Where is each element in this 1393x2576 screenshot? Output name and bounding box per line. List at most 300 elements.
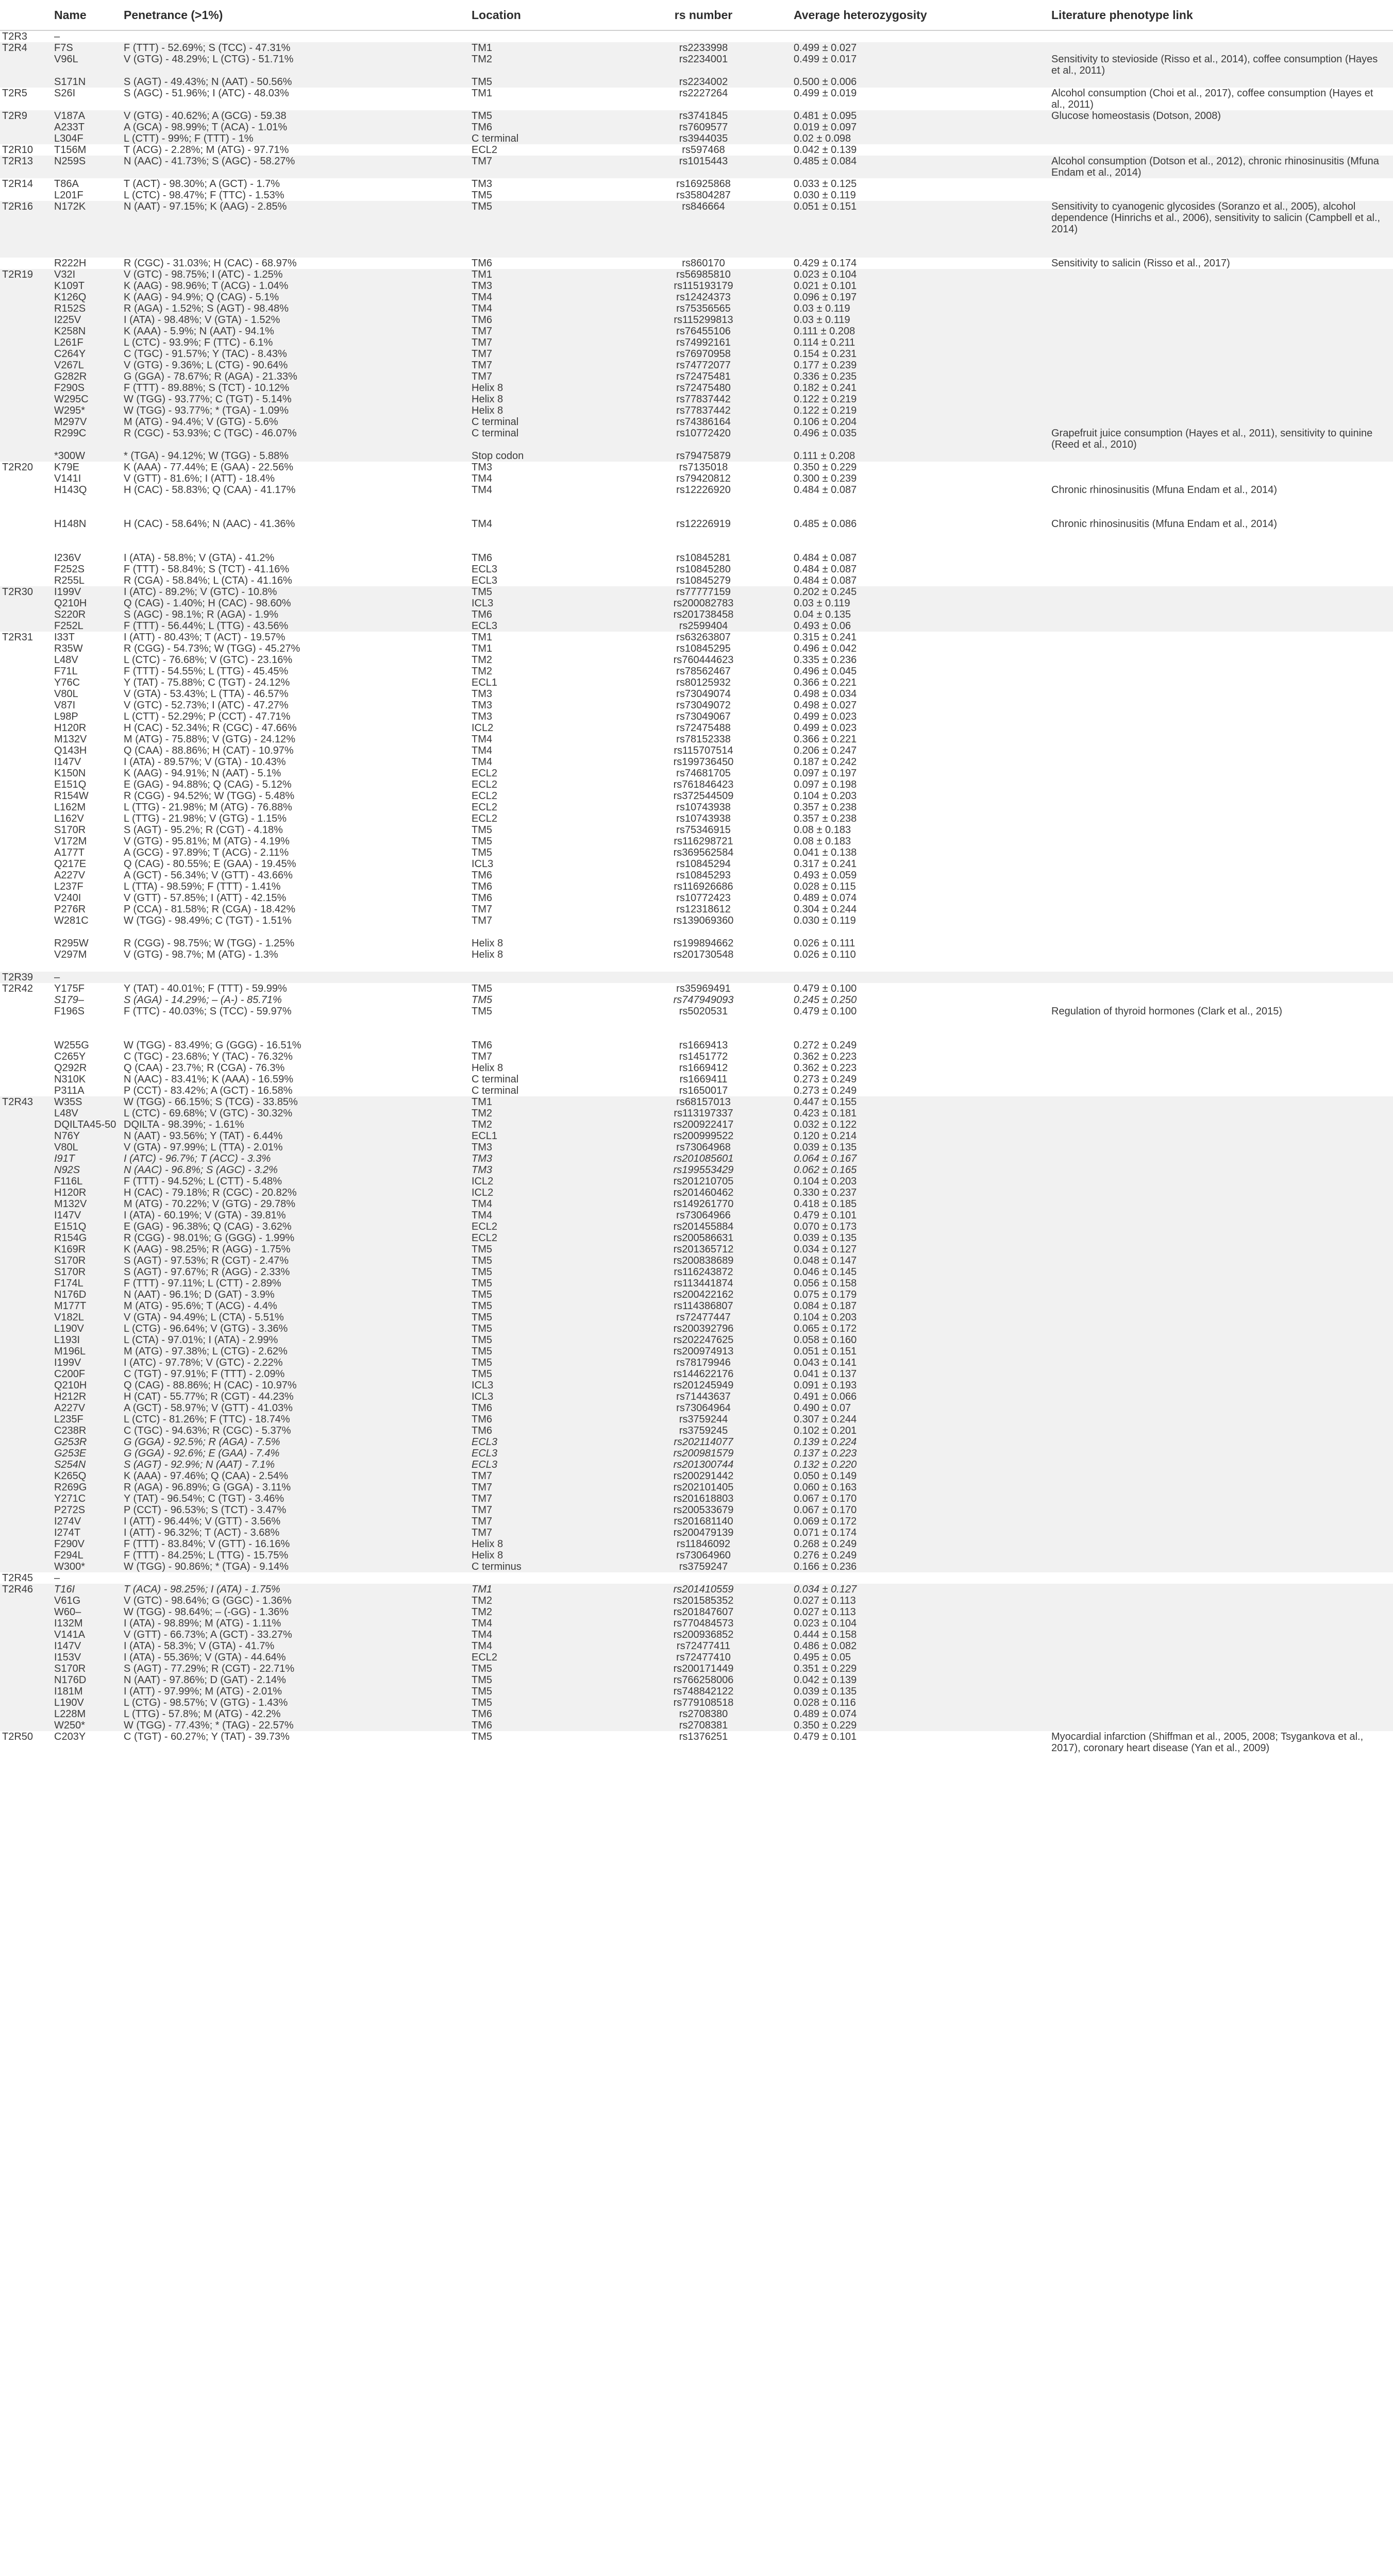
polymorphism-name: L162V	[54, 813, 84, 824]
heterozygosity: 0.067 ± 0.170	[794, 1504, 1051, 1516]
location: TM4	[472, 745, 492, 756]
penetrance: V (GTC) - 52.73%; I (ATC) - 47.27%	[124, 700, 289, 711]
table-row	[0, 1561, 1393, 1572]
receptor-group	[0, 745, 54, 756]
heterozygosity: 0.132 ± 0.220	[794, 1459, 1051, 1470]
penetrance: F (TTT) - 97.11%; L (CTT) - 2.89%	[124, 1278, 472, 1289]
rs-number: rs1015443	[613, 156, 794, 178]
location: TM5	[472, 1312, 613, 1323]
location: TM1	[472, 643, 492, 654]
heterozygosity: 0.366 ± 0.221	[794, 734, 857, 745]
receptor-group	[0, 1550, 54, 1561]
location: ECL3	[472, 1448, 613, 1459]
header-phenotype: Literature phenotype link	[1051, 0, 1393, 30]
phenotype-link	[1051, 1176, 1393, 1187]
location: ICL2	[472, 722, 494, 734]
phenotype-link	[1051, 870, 1393, 881]
heterozygosity: 0.444 ± 0.158	[794, 1629, 1051, 1640]
heterozygosity: 0.357 ± 0.238	[794, 813, 857, 824]
phenotype-link	[1051, 1074, 1393, 1085]
rs-number: rs74772077	[613, 360, 794, 371]
rs-number: rs76455106	[613, 326, 794, 337]
rs-number: rs139069360	[673, 915, 734, 926]
table-row	[0, 110, 1393, 122]
heterozygosity: 0.418 ± 0.185	[794, 1198, 1051, 1210]
heterozygosity: 0.177 ± 0.239	[794, 360, 1051, 371]
rs-number: rs199894662	[673, 938, 734, 949]
location: TM7	[472, 156, 613, 178]
phenotype-link	[1051, 382, 1393, 394]
table-row	[0, 677, 1393, 688]
location: TM5	[472, 836, 492, 847]
polymorphism-name: F196S	[54, 1006, 85, 1017]
penetrance: W (TGG) - 83.49%; G (GGG) - 16.51%	[124, 1040, 301, 1051]
heterozygosity: 0.486 ± 0.082	[794, 1640, 1051, 1652]
rs-number: rs16925868	[676, 178, 731, 190]
phenotype-link	[1051, 892, 1393, 904]
table-row	[0, 972, 1393, 983]
table-row	[0, 190, 1393, 201]
receptor-group	[0, 258, 54, 269]
phenotype-link	[1051, 1130, 1393, 1142]
polymorphism-name: Y271C	[54, 1493, 124, 1504]
polymorphism-name: V32I	[54, 269, 124, 280]
polymorphism-name: I236V	[54, 552, 81, 564]
polymorphism-name: F71L	[54, 666, 78, 677]
penetrance: S (AGC) - 51.96%; I (ATC) - 48.03%	[124, 88, 289, 99]
table-row	[0, 1357, 1393, 1368]
polymorphism-name: N176D	[54, 1289, 124, 1300]
location: TM3	[472, 1142, 613, 1153]
penetrance: T (ACG) - 2.28%; M (ATG) - 97.71%	[124, 144, 289, 156]
rs-number: rs747949093	[673, 994, 734, 1006]
penetrance: P (CCA) - 81.58%; R (CGA) - 18.42%	[124, 904, 296, 915]
polymorphism-name: E151Q	[54, 779, 87, 790]
heterozygosity: 0.336 ± 0.235	[794, 371, 1051, 382]
polymorphism-name: E151Q	[54, 1221, 124, 1232]
polymorphism-name: R154G	[54, 1232, 124, 1244]
rs-number: rs201455884	[613, 1221, 794, 1232]
receptor-group	[0, 1663, 54, 1674]
rs-number: rs76970958	[613, 348, 794, 360]
location: TM6	[472, 1425, 613, 1436]
polymorphism-name: P276R	[54, 904, 86, 915]
penetrance: I (ATA) - 55.36%; V (GTA) - 44.64%	[124, 1652, 472, 1663]
rs-number: rs202101405	[613, 1482, 794, 1493]
polymorphism-name: H143Q	[54, 484, 87, 496]
penetrance: G (GGA) - 92.5%; R (AGA) - 7.5%	[124, 1436, 472, 1448]
heterozygosity: 0.028 ± 0.116	[794, 1697, 1051, 1708]
heterozygosity: 0.362 ± 0.223	[794, 1062, 857, 1074]
penetrance: M (ATG) - 97.38%; L (CTG) - 2.62%	[124, 1346, 472, 1357]
polymorphism-name: C200F	[54, 1368, 124, 1380]
polymorphism-name: R255L	[54, 575, 85, 586]
penetrance: P (CCT) - 96.53%; S (TCT) - 3.47%	[124, 1504, 472, 1516]
location: TM2	[472, 1119, 613, 1130]
phenotype-link: Alcohol consumption (Choi et al., 2017), coffee consumption (Hayes et al., 2011)	[1051, 88, 1373, 110]
location: ECL2	[472, 813, 498, 824]
table-row	[0, 484, 1393, 518]
penetrance: T (ACT) - 98.30%; A (GCT) - 1.7%	[124, 178, 280, 190]
receptor-group: T2R3	[2, 31, 27, 42]
heterozygosity: 0.491 ± 0.066	[794, 1391, 1051, 1402]
table-row	[0, 768, 1393, 779]
heterozygosity: 0.114 ± 0.211	[794, 337, 1051, 348]
heterozygosity: 0.033 ± 0.125	[794, 178, 857, 190]
penetrance: I (ATA) - 98.48%; V (GTA) - 1.52%	[124, 314, 472, 326]
rs-number: rs35804287	[676, 190, 731, 201]
table-row	[0, 280, 1393, 292]
heterozygosity: 0.122 ± 0.219	[794, 394, 1051, 405]
penetrance: H (CAT) - 55.77%; R (CGT) - 44.23%	[124, 1391, 472, 1402]
rs-number: rs200422162	[613, 1289, 794, 1300]
heterozygosity: 0.023 ± 0.104	[794, 269, 1051, 280]
penetrance: V (GTC) - 98.64%; G (GGC) - 1.36%	[124, 1595, 472, 1606]
polymorphism-name: L237F	[54, 881, 83, 892]
penetrance: S (AGT) - 95.2%; R (CGT) - 4.18%	[124, 824, 283, 836]
heterozygosity: 0.042 ± 0.139	[794, 1674, 1051, 1686]
table-row	[0, 938, 1393, 949]
heterozygosity: 0.484 ± 0.087	[794, 564, 857, 575]
table-row	[0, 632, 1393, 643]
polymorphism-name: W35S	[54, 1096, 124, 1108]
phenotype-link	[1051, 915, 1393, 938]
receptor-group	[0, 688, 54, 700]
rs-number: rs779108518	[613, 1697, 794, 1708]
location: TM1	[472, 42, 613, 54]
rs-number: rs10845293	[676, 870, 731, 881]
rs-number: rs1669412	[679, 1062, 728, 1074]
table-row	[0, 1504, 1393, 1516]
location: ECL2	[472, 1232, 613, 1244]
receptor-group	[0, 1176, 54, 1187]
phenotype-link	[1051, 1459, 1393, 1470]
penetrance: F (TTC) - 40.03%; S (TCC) - 59.97%	[124, 1006, 292, 1017]
table-row	[0, 1062, 1393, 1074]
heterozygosity: 0.02 ± 0.098	[794, 133, 1051, 144]
penetrance: A (GCT) - 56.34%; V (GTT) - 43.66%	[124, 870, 293, 881]
penetrance: C (TGT) - 60.27%; Y (TAT) - 39.73%	[124, 1731, 290, 1742]
heterozygosity: 0.496 ± 0.035	[794, 428, 1051, 450]
location: TM6	[472, 881, 492, 892]
receptor-group	[0, 756, 54, 768]
table-row	[0, 1187, 1393, 1198]
polymorphism-name: I33T	[54, 632, 75, 643]
receptor-group	[0, 677, 54, 688]
location: TM5	[472, 824, 492, 836]
phenotype-link: Glucose homeostasis (Dotson, 2008)	[1051, 110, 1393, 122]
rs-number	[613, 972, 794, 983]
penetrance: I (ATA) - 89.57%; V (GTA) - 10.43%	[124, 756, 286, 768]
receptor-group	[0, 881, 54, 892]
polymorphism-name: I147V	[54, 756, 81, 768]
phenotype-link	[1051, 994, 1393, 1006]
polymorphism-name: –	[54, 972, 124, 983]
rs-number: rs5020531	[679, 1006, 728, 1017]
location: ECL1	[472, 677, 498, 688]
receptor-group	[0, 1595, 54, 1606]
penetrance: V (GTT) - 57.85%; I (ATT) - 42.15%	[124, 892, 287, 904]
penetrance: N (AAT) - 93.56%; Y (TAT) - 6.44%	[124, 1130, 472, 1142]
heterozygosity: 0.447 ± 0.155	[794, 1096, 1051, 1108]
polymorphism-name: –	[54, 31, 60, 42]
heterozygosity: 0.315 ± 0.241	[794, 632, 857, 643]
penetrance: S (AGC) - 98.1%; R (AGA) - 1.9%	[124, 609, 472, 620]
table-row	[0, 904, 1393, 915]
heterozygosity: 0.04 ± 0.135	[794, 609, 1051, 620]
table-row	[0, 609, 1393, 620]
table-row	[0, 1595, 1393, 1606]
receptor-group	[0, 666, 54, 677]
rs-number: rs369562584	[673, 847, 734, 858]
table-row	[0, 303, 1393, 314]
header-penetrance: Penetrance (>1%)	[124, 0, 472, 30]
header-location: Location	[472, 0, 613, 30]
table-row	[0, 1550, 1393, 1561]
penetrance: L (CTC) - 98.47%; F (TTC) - 1.53%	[124, 190, 284, 201]
rs-number: rs75356565	[613, 303, 794, 314]
receptor-group	[0, 1414, 54, 1425]
polymorphism-name: F252S	[54, 564, 85, 575]
receptor-group	[0, 1368, 54, 1380]
heterozygosity: 0.104 ± 0.203	[794, 790, 857, 802]
polymorphism-name: W295C	[54, 394, 124, 405]
table-row	[0, 394, 1393, 405]
table-row	[0, 337, 1393, 348]
location: TM5	[472, 1300, 613, 1312]
table-row	[0, 473, 1393, 484]
table-row	[0, 745, 1393, 756]
table-row	[0, 1674, 1393, 1686]
polymorphism-name: R154W	[54, 790, 89, 802]
penetrance: V (GTT) - 66.73%; A (GCT) - 33.27%	[124, 1629, 472, 1640]
polymorphism-name: *300W	[54, 450, 124, 462]
rs-number: rs201585352	[613, 1595, 794, 1606]
table-row	[0, 802, 1393, 813]
receptor-group	[0, 552, 54, 564]
heterozygosity: 0.493 ± 0.059	[794, 870, 857, 881]
location: TM6	[472, 1040, 492, 1051]
receptor-group	[0, 314, 54, 326]
location: TM3	[472, 1153, 613, 1164]
receptor-group: T2R13	[0, 156, 54, 178]
phenotype-link	[1051, 1584, 1393, 1595]
rs-number: rs72477411	[613, 1640, 794, 1652]
receptor-group: T2R10	[2, 144, 33, 156]
polymorphism-name: S179–	[54, 994, 84, 1006]
penetrance: K (AAA) - 77.44%; E (GAA) - 22.56%	[124, 462, 294, 473]
heterozygosity: 0.268 ± 0.249	[794, 1538, 1051, 1550]
receptor-group	[0, 1482, 54, 1493]
receptor-group	[0, 813, 54, 824]
table-row	[0, 1436, 1393, 1448]
table-row	[0, 1074, 1393, 1085]
phenotype-link	[1051, 1368, 1393, 1380]
receptor-group	[0, 1074, 54, 1085]
rs-number: rs73064960	[613, 1550, 794, 1561]
rs-number: rs1650017	[679, 1085, 728, 1096]
rs-number: rs74681705	[676, 768, 731, 779]
heterozygosity: 0.300 ± 0.239	[794, 473, 857, 484]
receptor-group: T2R4	[0, 42, 54, 54]
phenotype-link	[1051, 1493, 1393, 1504]
receptor-group	[0, 1686, 54, 1697]
penetrance: M (ATG) - 75.88%; V (GTG) - 24.12%	[124, 734, 296, 745]
table-row	[0, 88, 1393, 110]
receptor-group	[0, 643, 54, 654]
location: TM2	[472, 666, 492, 677]
table-row	[0, 1198, 1393, 1210]
receptor-group	[0, 1289, 54, 1300]
penetrance: V (GTG) - 98.7%; M (ATG) - 1.3%	[124, 949, 278, 960]
polymorphism-name: F116L	[54, 1176, 124, 1187]
table-row	[0, 1697, 1393, 1708]
phenotype-link: Sensitivity to stevioside (Risso et al., 2014), coffee consumption (Hayes et al., 2011)	[1051, 54, 1393, 76]
penetrance: I (ATA) - 58.8%; V (GTA) - 41.2%	[124, 552, 275, 564]
location: TM4	[472, 1198, 613, 1210]
rs-number: rs2234001	[613, 54, 794, 76]
phenotype-link	[1051, 178, 1393, 190]
rs-number: rs2233998	[613, 42, 794, 54]
location: Helix 8	[472, 1062, 504, 1074]
penetrance: A (GCG) - 97.89%; T (ACG) - 2.11%	[124, 847, 289, 858]
receptor-group	[0, 518, 54, 552]
rs-number: rs7135018	[679, 462, 728, 473]
receptor-group	[0, 428, 54, 450]
polymorphism-name: R269G	[54, 1482, 124, 1493]
location: TM5	[472, 1697, 613, 1708]
polymorphism-name: M177T	[54, 1300, 124, 1312]
penetrance: K (AAG) - 94.91%; N (AAT) - 5.1%	[124, 768, 281, 779]
location: ECL3	[472, 620, 613, 632]
phenotype-link	[1051, 575, 1393, 586]
phenotype-link	[1051, 1357, 1393, 1368]
rs-number: rs12424373	[613, 292, 794, 303]
penetrance: N (AAC) - 41.73%; S (AGC) - 58.27%	[124, 156, 472, 178]
location: TM7	[472, 360, 613, 371]
penetrance: N (AAT) - 96.1%; D (GAT) - 3.9%	[124, 1289, 472, 1300]
receptor-group	[0, 1266, 54, 1278]
heterozygosity: 0.096 ± 0.197	[794, 292, 1051, 303]
header-name: Name	[54, 0, 124, 30]
rs-number: rs116243872	[613, 1266, 794, 1278]
location: TM3	[472, 178, 492, 190]
heterozygosity: 0.03 ± 0.119	[794, 303, 1051, 314]
phenotype-link	[1051, 1572, 1393, 1584]
penetrance: A (GCA) - 98.99%; T (ACA) - 1.01%	[124, 122, 472, 133]
rs-number: rs115299813	[613, 314, 794, 326]
header-heterozygosity: Average heterozygosity	[794, 0, 1051, 30]
table-row	[0, 1244, 1393, 1255]
penetrance: F (TTT) - 56.44%; L (TTG) - 43.56%	[124, 620, 472, 632]
phenotype-link	[1051, 1187, 1393, 1198]
heterozygosity: 0.489 ± 0.074	[794, 1708, 1051, 1720]
receptor-group	[0, 598, 54, 609]
penetrance: DQILTA - 98.39%; - 1.61%	[124, 1119, 472, 1130]
phenotype-link	[1051, 1085, 1393, 1096]
rs-number: rs201245949	[613, 1380, 794, 1391]
heterozygosity: 0.111 ± 0.208	[794, 326, 1051, 337]
location: TM4	[472, 303, 613, 314]
table-row	[0, 734, 1393, 745]
receptor-group	[0, 1561, 54, 1572]
polymorphism-name: Q210H	[54, 598, 124, 609]
table-row	[0, 1266, 1393, 1278]
rs-number: rs201730548	[673, 949, 734, 960]
penetrance	[124, 972, 472, 983]
rs-number: rs2708381	[613, 1720, 794, 1731]
rs-number: rs597468	[682, 144, 725, 156]
penetrance: V (GTA) - 94.49%; L (CTA) - 5.51%	[124, 1312, 472, 1323]
location: TM3	[472, 1164, 613, 1176]
location: TM4	[472, 1640, 613, 1652]
phenotype-link	[1051, 938, 1393, 949]
receptor-group	[0, 1448, 54, 1459]
receptor-group: T2R19	[0, 269, 54, 280]
location: TM5	[472, 586, 613, 598]
rs-number: rs201618803	[613, 1493, 794, 1504]
table-row	[0, 122, 1393, 133]
rs-number: rs72477447	[613, 1312, 794, 1323]
location	[472, 972, 613, 983]
penetrance: L (TTG) - 57.8%; M (ATG) - 42.2%	[124, 1708, 472, 1720]
polymorphism-name: F294L	[54, 1550, 124, 1561]
heterozygosity: 0.069 ± 0.172	[794, 1516, 1051, 1527]
phenotype-link	[1051, 1312, 1393, 1323]
heterozygosity: 0.489 ± 0.074	[794, 892, 857, 904]
table-row	[0, 462, 1393, 473]
receptor-group	[0, 1323, 54, 1334]
polymorphism-name: L304F	[54, 133, 124, 144]
polymorphism-name: Q210H	[54, 1380, 124, 1391]
penetrance: Q (CAG) - 88.86%; H (CAC) - 10.97%	[124, 1380, 472, 1391]
heterozygosity: 0.273 ± 0.249	[794, 1085, 857, 1096]
rs-number: rs1376251	[679, 1731, 728, 1742]
penetrance: W (TGG) - 98.49%; C (TGT) - 1.51%	[124, 915, 292, 926]
polymorphism-name: C238R	[54, 1425, 124, 1436]
table-row	[0, 178, 1393, 190]
polymorphism-name: K126Q	[54, 292, 124, 303]
polymorphism-name: N259S	[54, 156, 124, 178]
table-row	[0, 1720, 1393, 1731]
rs-number: rs2599404	[613, 620, 794, 632]
penetrance: V (GTG) - 9.36%; L (CTG) - 90.64%	[124, 360, 472, 371]
polymorphism-name: –	[54, 1572, 60, 1584]
location: TM5	[472, 76, 613, 88]
rs-number: rs3944035	[613, 133, 794, 144]
polymorphism-name: S26I	[54, 88, 76, 99]
receptor-group	[0, 564, 54, 575]
polymorphism-name: L98P	[54, 711, 78, 722]
phenotype-link	[1051, 76, 1393, 88]
rs-number: rs200981579	[613, 1448, 794, 1459]
penetrance: N (AAC) - 83.41%; K (AAA) - 16.59%	[124, 1074, 294, 1085]
location: TM4	[472, 473, 492, 484]
location: TM2	[472, 1606, 613, 1618]
polymorphism-name: K169R	[54, 1244, 124, 1255]
table-row	[0, 144, 1393, 156]
heterozygosity: 0.484 ± 0.087	[794, 484, 857, 496]
location: ECL3	[472, 575, 498, 586]
phenotype-link	[1051, 632, 1393, 643]
heterozygosity: 0.111 ± 0.208	[794, 450, 1051, 462]
phenotype-link	[1051, 711, 1393, 722]
heterozygosity: 0.137 ± 0.223	[794, 1448, 1051, 1459]
location: TM5	[472, 1006, 492, 1017]
receptor-group	[0, 722, 54, 734]
polymorphism-name: H120R	[54, 1187, 124, 1198]
heterozygosity: 0.496 ± 0.045	[794, 666, 857, 677]
